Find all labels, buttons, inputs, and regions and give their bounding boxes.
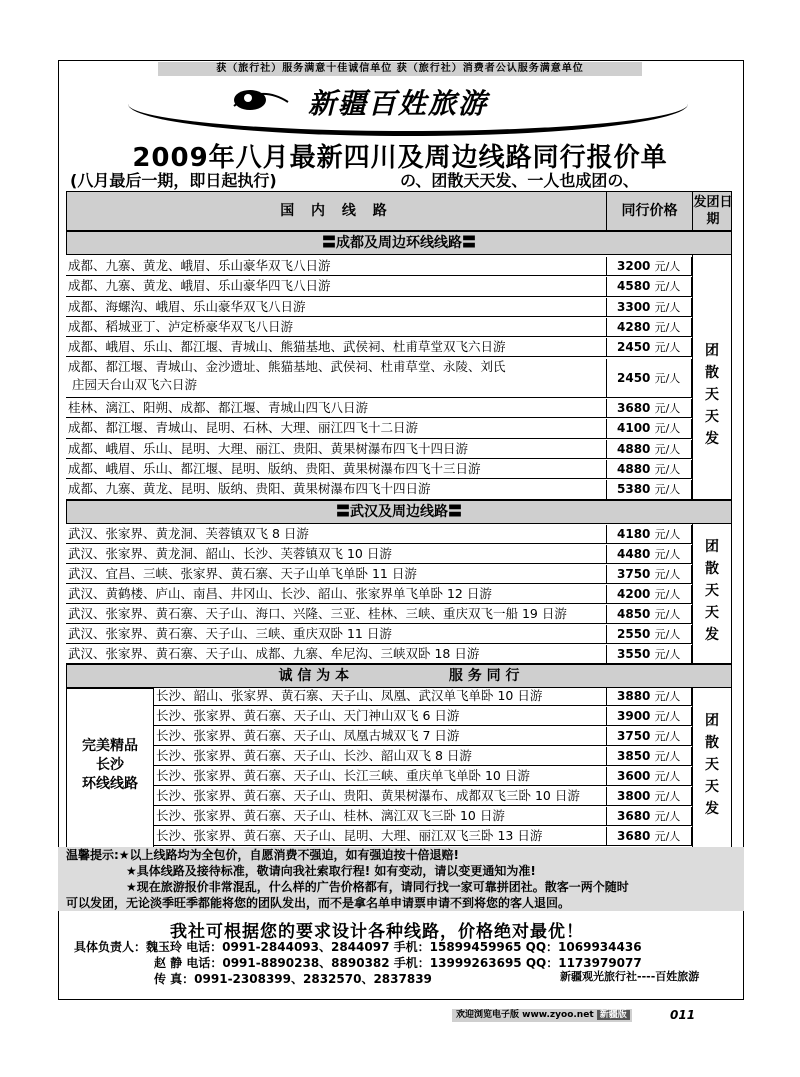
table-row	[66, 584, 692, 604]
table-row	[66, 564, 692, 584]
table-row	[154, 806, 692, 826]
price-cell: 3200 元/人	[606, 257, 692, 275]
route-cell: 成都、海螺沟、峨眉、乐山豪华双飞八日游	[68, 298, 306, 314]
agency-name: 新疆观光旅行社----百姓旅游	[560, 970, 700, 983]
route-column-header: 国 内 线 路	[67, 192, 607, 230]
subtitle-right: の、团散天天发、一人也成团の、	[400, 171, 639, 190]
route-cell: 长沙、张家界、黄石寨、天子山、长江三峡、重庆单飞单卧 10 日游	[156, 768, 530, 783]
table-row	[66, 624, 692, 644]
price-cell: 3680 元/人	[606, 807, 692, 825]
price-cell: 3300 元/人	[606, 298, 692, 316]
design-slogan: 我社可根据您的要求设计各种线路，价格绝对最优！	[170, 922, 584, 942]
table-row	[66, 479, 692, 499]
route-cell: 武汉、宜昌、三峡、张家界、黄石寨、天子山单飞单卧 11 日游	[68, 566, 417, 581]
route-cell: 成都、都江堰、青城山、昆明、石林、大理、丽江四飞十二日游	[68, 420, 419, 436]
table-row	[66, 604, 692, 624]
contact-line-2: 赵 静 电话：0991-8890238、8890382 手机：13999263695 QQ：1173979077	[154, 956, 642, 970]
table-row	[154, 686, 692, 706]
price-cell: 4850 元/人	[606, 605, 692, 623]
logo-text: 新疆百姓旅游	[308, 87, 489, 120]
table-row	[66, 439, 692, 459]
price-cell: 4100 元/人	[606, 419, 692, 437]
table-row	[66, 524, 692, 544]
price-cell: 4880 元/人	[606, 460, 692, 478]
price-cell: 3900 元/人	[606, 707, 692, 725]
route-cell: 成都、峨眉、乐山、都江堰、青城山、熊猫基地、武侯祠、杜甫草堂双飞六日游	[68, 339, 506, 355]
tip-line-1: 温馨提示:★以上线路均为全包价，自愿消费不强迫，如有强迫按十倍退赔!	[66, 848, 460, 862]
route-cell: 成都、稻城亚丁、泸定桥豪华双飞八日游	[68, 318, 294, 334]
route-cell: 长沙、张家界、黄石寨、天子山、长沙、韶山双飞 8 日游	[156, 748, 472, 763]
route-cell: 武汉、张家界、黄石寨、天子山、海口、兴隆、三亚、桂林、三峡、重庆双飞一船 19 日游	[68, 606, 567, 621]
table-row	[154, 746, 692, 766]
price-cell: 4580 元/人	[606, 277, 692, 295]
price-cell: 3750 元/人	[606, 565, 692, 583]
price-column-header: 同行价格	[607, 192, 693, 230]
honor-banner: 获（旅行社）服务满意十佳诚信单位 获（旅行社）消费者公认服务满意单位	[158, 62, 642, 76]
changsha-label-line1: 完美精品	[82, 738, 138, 754]
route-cell: 武汉、张家界、黄龙洞、韶山、长沙、芙蓉镇双飞 10 日游	[68, 546, 392, 561]
price-cell: 2450 元/人	[606, 338, 692, 356]
section-header-wuhan: 〓武汉及周边线路〓	[66, 500, 732, 524]
section-header-slogan	[66, 664, 732, 688]
route-cell: 成都、峨眉、乐山、都江堰、昆明、版纳、贵阳、黄果树瀑布四飞十三日游	[68, 461, 481, 476]
price-cell: 4480 元/人	[606, 545, 692, 563]
route-cell: 长沙、张家界、黄石寨、天子山、凤凰古城双飞 7 日游	[156, 728, 460, 743]
route-cell: 长沙、张家界、黄石寨、天子山、天门神山双飞 6 日游	[156, 708, 460, 723]
price-cell: 4200 元/人	[606, 585, 692, 603]
route-cell: 成都、九寨、黄龙、昆明、版纳、贵阳、黄果树瀑布四飞十四日游	[68, 481, 431, 497]
price-cell: 5380 元/人	[606, 480, 692, 498]
table-row	[66, 337, 692, 357]
route-cell: 成都、峨眉、乐山、昆明、大理、丽江、贵阳、黄果树瀑布四飞十四日游	[68, 440, 469, 456]
table-row	[154, 826, 692, 846]
section-header-chengdu: 〓成都及周边环线线路〓	[66, 231, 732, 255]
depart-schedule-wuhan: 团 散 天 天 发	[692, 524, 732, 664]
price-cell: 3800 元/人	[606, 787, 692, 805]
route-cell: 武汉、张家界、黄石寨、天子山、成都、九寨、牟尼沟、三峡双卧 18 日游	[68, 646, 480, 661]
route-cell: 武汉、黄鹤楼、庐山、南昌、井冈山、长沙、韶山、张家界单飞单卧 12 日游	[68, 586, 492, 601]
route-cell: 成都、都江堰、青城山、金沙遗址、熊猫基地、武侯祠、杜甫草堂、永陵、刘氏 庄园天台山双飞六日游	[68, 358, 506, 392]
changsha-label-line3: 环线线路	[82, 776, 138, 792]
contact-line-1: 具体负责人：魏玉玲 电话：0991-2844093、2844097 手机：15899459965 QQ：1069934436	[74, 940, 642, 954]
tip-line-4: 可以发团，无论淡季旺季都能将您的团队发出，而不是拿名单申请票申请不到将您的客人退回。	[66, 896, 571, 910]
depart-schedule-changsha: 团 散 天 天 发	[692, 688, 732, 848]
page-title: 2009年八月最新四川及周边线路同行报价单	[132, 143, 668, 173]
footer-edition: 新疆版	[597, 1010, 630, 1020]
depart-schedule-chengdu: 团 散 天 天 发	[692, 255, 732, 500]
table-header	[66, 191, 732, 231]
price-cell: 3680 元/人	[606, 399, 692, 417]
section-slogan-left: 诚 信 为 本	[278, 668, 350, 684]
route-cell: 成都、九寨、黄龙、峨眉、乐山豪华双飞八日游	[68, 258, 331, 273]
depart-column-header: 发团日期	[693, 195, 733, 227]
table-row	[66, 256, 692, 276]
price-cell: 3600 元/人	[606, 767, 692, 785]
table-row	[154, 726, 692, 746]
tip-line-2: ★具体线路及接待标准，敬请向我社索取行程! 如有变动，请以变更通知为准!	[126, 864, 536, 878]
table-row	[66, 276, 692, 296]
table-row	[66, 398, 692, 418]
table-row	[66, 544, 692, 564]
subtitle	[70, 168, 730, 191]
changsha-loop-label	[66, 688, 154, 848]
page-number: 011	[670, 1008, 696, 1022]
price-cell: 3850 元/人	[606, 747, 692, 765]
table-row	[66, 459, 692, 479]
price-cell: 2450 元/人	[606, 359, 692, 398]
changsha-label-line2: 长沙	[96, 757, 124, 773]
table-row	[154, 706, 692, 726]
table-row	[154, 786, 692, 806]
route-cell: 长沙、韶山、张家界、黄石寨、天子山、凤凰、武汉单飞单卧 10 日游	[156, 688, 543, 703]
route-cell: 桂林、漓江、阳朔、成都、都江堰、青城山四飞八日游	[68, 400, 369, 416]
price-cell: 4280 元/人	[606, 318, 692, 336]
table-row	[66, 297, 692, 317]
table-row	[154, 766, 692, 786]
table-row	[66, 317, 692, 337]
price-cell: 3680 元/人	[606, 827, 692, 845]
route-cell: 长沙、张家界、黄石寨、天子山、桂林、漓江双飞三卧 10 日游	[156, 808, 505, 823]
footer-banner	[452, 1009, 632, 1022]
route-cell: 长沙、张家界、黄石寨、天子山、贵阳、黄果树瀑布、成都双飞三卧 10 日游	[156, 788, 580, 803]
route-cell: 成都、九寨、黄龙、峨眉、乐山豪华四飞八日游	[68, 278, 331, 294]
price-cell: 3750 元/人	[606, 727, 692, 745]
subtitle-left: (八月最后一期，即日起执行)	[70, 171, 277, 190]
route-cell: 武汉、张家界、黄石寨、天子山、三峡、重庆双卧 11 日游	[68, 626, 392, 641]
route-cell: 武汉、张家界、黄龙洞、芙蓉镇双飞 8 日游	[68, 526, 309, 541]
table-row	[66, 644, 692, 664]
footer-website: 欢迎浏览电子版 www.zyoo.net	[456, 1010, 594, 1020]
tip-line-3: ★现在旅游报价非常混乱，什么样的广告价格都有，请同行找一家可靠拼团社。散客一两个随时	[126, 880, 629, 894]
table-row	[66, 418, 692, 438]
price-cell: 3550 元/人	[606, 645, 692, 663]
warm-tips	[66, 847, 744, 911]
table-row	[66, 358, 692, 399]
price-cell: 4880 元/人	[606, 440, 692, 458]
price-cell: 3880 元/人	[606, 687, 692, 705]
price-cell: 4180 元/人	[606, 525, 692, 543]
fax-line: 传 真：0991-2308399、2832570、2837839	[154, 972, 432, 986]
price-cell: 2550 元/人	[606, 625, 692, 643]
section-slogan-right: 服 务 同 行	[448, 668, 520, 684]
route-cell: 长沙、张家界、黄石寨、天子山、昆明、大理、丽江双飞三卧 13 日游	[156, 828, 543, 843]
